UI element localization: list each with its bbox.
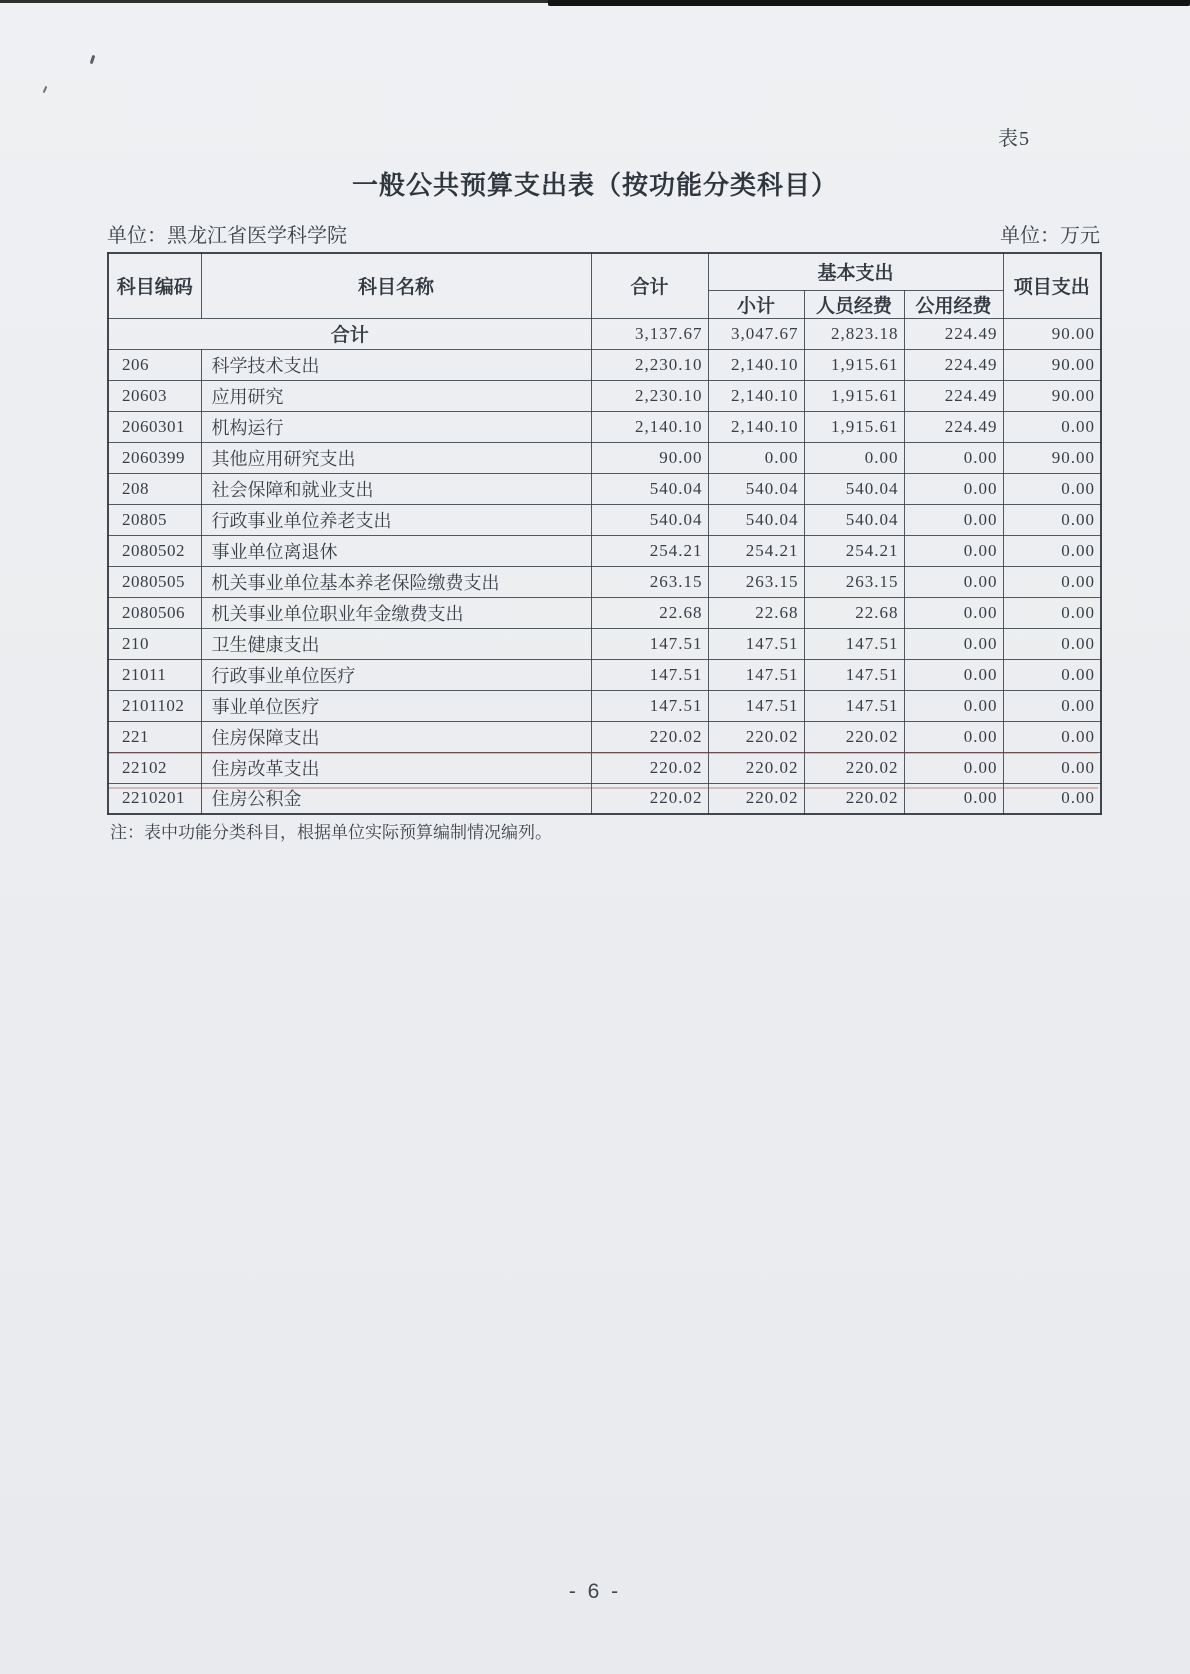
cell-code: 2060301 xyxy=(108,411,201,442)
cell-code: 20805 xyxy=(108,504,201,535)
cell-subtotal: 147.51 xyxy=(708,659,804,690)
cell-code: 22102 xyxy=(108,752,201,783)
header-basic-expenditure: 基本支出 xyxy=(708,253,1003,290)
cell-project: 90.00 xyxy=(1003,380,1101,411)
cell-total: 22.68 xyxy=(591,597,708,628)
cell-subtotal: 540.04 xyxy=(708,504,804,535)
cell-code: 2060399 xyxy=(108,442,201,473)
cell-public: 0.00 xyxy=(904,535,1003,566)
table-row xyxy=(108,721,1101,752)
cell-public: 0.00 xyxy=(904,783,1003,814)
cell-public: 0.00 xyxy=(904,721,1003,752)
cell-subtotal: 22.68 xyxy=(708,597,804,628)
cell-subtotal: 263.15 xyxy=(708,566,804,597)
cell-name: 住房改革支出 xyxy=(201,752,591,783)
budget-table xyxy=(107,252,1102,815)
header-subtotal: 小计 xyxy=(708,290,804,318)
cell-project: 0.00 xyxy=(1003,597,1101,628)
table-number-label: 表5 xyxy=(998,128,1030,150)
cell-total: 147.51 xyxy=(591,690,708,721)
cell-public: 224.49 xyxy=(904,411,1003,442)
cell-project: 0.00 xyxy=(1003,535,1101,566)
cell-name: 事业单位医疗 xyxy=(201,690,591,721)
cell-personnel: 540.04 xyxy=(804,473,904,504)
cell-code: 2080502 xyxy=(108,535,201,566)
table-row xyxy=(108,535,1101,566)
table-row xyxy=(108,783,1101,814)
page-number: - 6 - xyxy=(568,1580,622,1603)
table-row xyxy=(108,597,1101,628)
cell-personnel: 254.21 xyxy=(804,535,904,566)
cell-subtotal: 540.04 xyxy=(708,473,804,504)
cell-name: 应用研究 xyxy=(201,380,591,411)
footnote: 注：表中功能分类科目，根据单位实际预算编制情况编列。 xyxy=(110,823,552,842)
cell-personnel: 2,823.18 xyxy=(804,318,904,349)
cell-project: 0.00 xyxy=(1003,411,1101,442)
table-row xyxy=(108,752,1101,783)
cell-name: 科学技术支出 xyxy=(201,349,591,380)
cell-total: 147.51 xyxy=(591,659,708,690)
cell-name: 卫生健康支出 xyxy=(201,628,591,659)
cell-personnel: 147.51 xyxy=(804,628,904,659)
cell-name: 机构运行 xyxy=(201,411,591,442)
document-title: 一般公共预算支出表（按功能分类科目） xyxy=(351,170,838,200)
cell-personnel: 220.02 xyxy=(804,752,904,783)
table-row xyxy=(108,349,1101,380)
cell-total: 540.04 xyxy=(591,473,708,504)
cell-subtotal: 0.00 xyxy=(708,442,804,473)
table-row xyxy=(108,473,1101,504)
header-code: 科目编码 xyxy=(108,253,201,318)
cell-public: 0.00 xyxy=(904,504,1003,535)
header-project-expenditure: 项目支出 xyxy=(1003,253,1101,318)
cell-total: 147.51 xyxy=(591,628,708,659)
cell-total: 263.15 xyxy=(591,566,708,597)
cell-project: 90.00 xyxy=(1003,349,1101,380)
cell-name: 机关事业单位职业年金缴费支出 xyxy=(201,597,591,628)
cell-public: 0.00 xyxy=(904,752,1003,783)
cell-personnel: 540.04 xyxy=(804,504,904,535)
cell-name: 合计 xyxy=(108,318,591,349)
cell-total: 2,140.10 xyxy=(591,411,708,442)
cell-subtotal: 220.02 xyxy=(708,752,804,783)
cell-personnel: 22.68 xyxy=(804,597,904,628)
table-row-grand-total xyxy=(108,318,1101,349)
cell-public: 224.49 xyxy=(904,380,1003,411)
cell-total: 254.21 xyxy=(591,535,708,566)
cell-project: 0.00 xyxy=(1003,783,1101,814)
cell-project: 0.00 xyxy=(1003,659,1101,690)
header-row-1 xyxy=(108,253,1101,290)
cell-code: 20603 xyxy=(108,380,201,411)
table-row xyxy=(108,659,1101,690)
cell-total: 2,230.10 xyxy=(591,349,708,380)
cell-code: 208 xyxy=(108,473,201,504)
cell-public: 0.00 xyxy=(904,690,1003,721)
cell-subtotal: 3,047.67 xyxy=(708,318,804,349)
cell-code: 2210201 xyxy=(108,783,201,814)
cell-total: 220.02 xyxy=(591,783,708,814)
cell-personnel: 1,915.61 xyxy=(804,411,904,442)
header-name: 科目名称 xyxy=(201,253,591,318)
cell-code: 2080505 xyxy=(108,566,201,597)
cell-public: 0.00 xyxy=(904,659,1003,690)
table-row xyxy=(108,442,1101,473)
cell-code: 2101102 xyxy=(108,690,201,721)
cell-project: 0.00 xyxy=(1003,752,1101,783)
cell-name: 住房保障支出 xyxy=(201,721,591,752)
unit-row xyxy=(107,219,1100,248)
cell-subtotal: 220.02 xyxy=(708,721,804,752)
cell-total: 220.02 xyxy=(591,721,708,752)
cell-personnel: 1,915.61 xyxy=(804,380,904,411)
unit-name-label: 单位：黑龙江省医学科学院 xyxy=(107,225,347,247)
cell-project: 0.00 xyxy=(1003,628,1101,659)
cell-total: 3,137.67 xyxy=(591,318,708,349)
cell-personnel: 147.51 xyxy=(804,690,904,721)
cell-project: 0.00 xyxy=(1003,504,1101,535)
cell-personnel: 263.15 xyxy=(804,566,904,597)
header-total: 合计 xyxy=(591,253,708,318)
cell-total: 2,230.10 xyxy=(591,380,708,411)
cell-project: 0.00 xyxy=(1003,473,1101,504)
cell-name: 住房公积金 xyxy=(201,783,591,814)
cell-public: 0.00 xyxy=(904,628,1003,659)
budget-table-body xyxy=(108,318,1101,814)
header-personnel-funds: 人员经费 xyxy=(804,290,904,318)
cell-code: 221 xyxy=(108,721,201,752)
cell-public: 0.00 xyxy=(904,597,1003,628)
table-row xyxy=(108,504,1101,535)
table-row xyxy=(108,380,1101,411)
cell-subtotal: 2,140.10 xyxy=(708,411,804,442)
cell-total: 90.00 xyxy=(591,442,708,473)
cell-project: 0.00 xyxy=(1003,721,1101,752)
cell-subtotal: 2,140.10 xyxy=(708,380,804,411)
cell-subtotal: 147.51 xyxy=(708,690,804,721)
cell-project: 90.00 xyxy=(1003,442,1101,473)
table-row xyxy=(108,566,1101,597)
table-row xyxy=(108,411,1101,442)
cell-name: 社会保障和就业支出 xyxy=(201,473,591,504)
cell-personnel: 147.51 xyxy=(804,659,904,690)
cell-personnel: 1,915.61 xyxy=(804,349,904,380)
cell-total: 220.02 xyxy=(591,752,708,783)
cell-name: 事业单位离退休 xyxy=(201,535,591,566)
cell-public: 0.00 xyxy=(904,566,1003,597)
scan-speck xyxy=(43,86,48,93)
cell-project: 0.00 xyxy=(1003,690,1101,721)
cell-name: 行政事业单位养老支出 xyxy=(201,504,591,535)
table-row xyxy=(108,690,1101,721)
cell-code: 21011 xyxy=(108,659,201,690)
cell-code: 206 xyxy=(108,349,201,380)
cell-total: 540.04 xyxy=(591,504,708,535)
header-public-funds: 公用经费 xyxy=(904,290,1003,318)
scan-speck xyxy=(90,55,96,64)
table-row xyxy=(108,628,1101,659)
cell-public: 0.00 xyxy=(904,442,1003,473)
cell-project: 90.00 xyxy=(1003,318,1101,349)
cell-subtotal: 254.21 xyxy=(708,535,804,566)
cell-personnel: 0.00 xyxy=(804,442,904,473)
cell-public: 224.49 xyxy=(904,349,1003,380)
scan-edge-artifact-right xyxy=(548,0,1190,6)
cell-project: 0.00 xyxy=(1003,566,1101,597)
cell-name: 其他应用研究支出 xyxy=(201,442,591,473)
cell-public: 224.49 xyxy=(904,318,1003,349)
unit-currency-label: 单位：万元 xyxy=(1000,225,1100,247)
cell-personnel: 220.02 xyxy=(804,783,904,814)
cell-subtotal: 220.02 xyxy=(708,783,804,814)
cell-name: 机关事业单位基本养老保险缴费支出 xyxy=(201,566,591,597)
cell-subtotal: 147.51 xyxy=(708,628,804,659)
cell-subtotal: 2,140.10 xyxy=(708,349,804,380)
cell-code: 2080506 xyxy=(108,597,201,628)
cell-code: 210 xyxy=(108,628,201,659)
cell-name: 行政事业单位医疗 xyxy=(201,659,591,690)
cell-personnel: 220.02 xyxy=(804,721,904,752)
cell-public: 0.00 xyxy=(904,473,1003,504)
